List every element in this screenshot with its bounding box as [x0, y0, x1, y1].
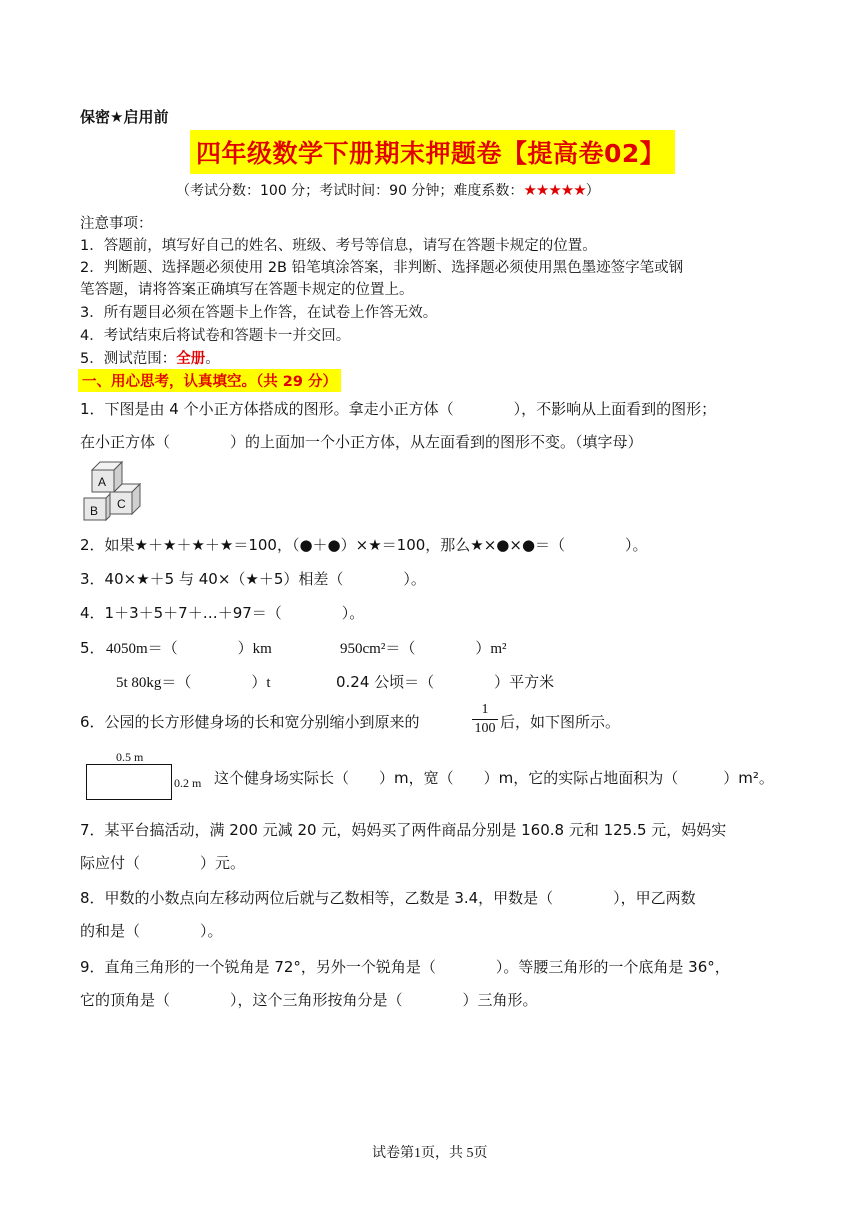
notes-heading: 注意事项：	[80, 216, 153, 232]
note-2-cont: 笔答题，请将答案正确填写在答题卡规定的位置上。	[80, 282, 414, 298]
question-4: 4．1＋3＋5＋7＋…＋97＝（ ）。	[80, 604, 365, 622]
width-label: 0.2 m	[174, 776, 202, 790]
question-8-line-2: 的和是（ ）。	[80, 922, 223, 940]
note-4: 4．考试结束后将试卷和答题卡一并交回。	[80, 328, 351, 344]
note-5-label: 5．测试范围：	[80, 351, 177, 367]
field-rectangle	[86, 764, 172, 800]
note-3: 3．所有题目必须在答题卡上作答，在试卷上作答无效。	[80, 305, 438, 321]
section-title: 一、用心思考，认真填空。（共 29 分）	[82, 374, 338, 390]
page-title: 四年级数学下册期末押题卷【提高卷02】	[196, 139, 666, 168]
question-5-a: 4050m＝（ ）km	[106, 641, 272, 657]
difficulty-stars: ★★★★★	[523, 181, 586, 199]
question-5-b: 950cm²＝（ ）m²	[340, 641, 507, 657]
section-highlight	[78, 369, 341, 392]
question-6-line-2: 这个健身场实际长（ ）m，宽（ ）m，它的实际占地面积为（ ）m²。	[214, 769, 774, 787]
note-5-end: 。	[205, 351, 220, 367]
question-8-line-1: 8．甲数的小数点向左移动两位后就与乙数相等，乙数是 3.4，甲数是（ ），甲乙两数	[80, 889, 696, 907]
question-6-line-1: 6．公园的长方形健身场的长和宽分别缩小到原来的	[80, 713, 420, 731]
fraction-denominator: 100	[474, 721, 496, 736]
question-5-number: 5．	[80, 639, 105, 657]
cube-label-a: A	[98, 475, 107, 489]
fraction-numerator: 1	[481, 702, 489, 717]
fraction-one-hundredth	[472, 702, 498, 737]
question-3: 3．40×★＋5 与 40×（★＋5）相差（ ）。	[80, 570, 426, 588]
question-1-line-1: 1．下图是由 4 个小正方体搭成的图形。拿走小正方体（ ），不影响从上面看到的图形；	[80, 400, 717, 418]
confidential-label: 保密★启用前	[80, 108, 169, 126]
cube-label-c: C	[117, 497, 126, 511]
question-5-c: 5t 80kg＝（ ）t	[116, 675, 271, 691]
cube-figure	[78, 458, 148, 524]
question-1-line-2: 在小正方体（ ）的上面加一个小正方体，从左面看到的图形不变。（填字母）	[80, 433, 643, 451]
question-7-line-1: 7．某平台搞活动，满 200 元减 20 元，妈妈买了两件商品分别是 160.8 元和 125.5 元，妈妈实	[80, 821, 727, 839]
page-footer: 试卷第1页，共 5页	[372, 1146, 488, 1161]
length-label: 0.5 m	[116, 750, 144, 764]
question-9-line-1: 9．直角三角形的一个锐角是 72°，另外一个锐角是（ ）。等腰三角形的一个底角是 36°，	[80, 958, 730, 976]
question-7-line-2: 际应付（ ）元。	[80, 854, 246, 872]
cube-label-b: B	[90, 504, 99, 518]
exam-info	[176, 180, 600, 200]
exam-info-text: （考试分数：100 分；考试时间：90 分钟；难度系数：	[176, 183, 524, 199]
question-6-line-1-end: 后，如下图所示。	[500, 713, 621, 731]
exam-info-close: ）	[585, 183, 600, 199]
title-highlight	[190, 130, 675, 174]
question-5-d: 0.24 公顷＝（ ）平方米	[336, 673, 555, 691]
question-2: 2．如果★＋★＋★＋★＝100，（●＋●）×★＝100，那么★×●×●＝（ ）。	[80, 536, 648, 554]
note-2: 2．判断题、选择题必须使用 2B 铅笔填涂答案，非判断、选择题必须使用黑色墨迹签字笔或钢	[80, 260, 684, 276]
question-9-line-2: 它的顶角是（ ），这个三角形按角分是（ ）三角形。	[80, 991, 538, 1009]
note-1: 1．答题前，填写好自己的姓名、班级、考号等信息，请写在答题卡规定的位置。	[80, 238, 597, 254]
fraction-bar	[472, 719, 498, 720]
note-5	[80, 347, 220, 368]
test-range: 全册	[176, 351, 206, 367]
